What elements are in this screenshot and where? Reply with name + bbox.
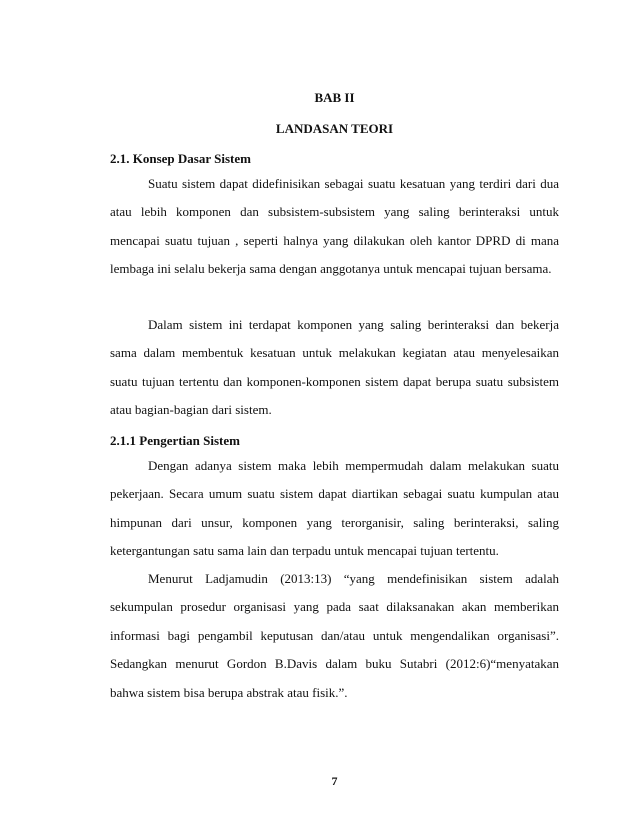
section-heading-konsep-dasar-sistem: 2.1. Konsep Dasar Sistem	[110, 151, 251, 166]
section-heading-pengertian-sistem: 2.1.1 Pengertian Sistem	[110, 433, 240, 448]
chapter-number: BAB II	[314, 90, 355, 105]
paragraph-definisi-sistem: Suatu sistem dapat didefinisikan sebagai suatu kesatuan yang terdiri dari dua atau lebih komponen dan subsistem-subsistem yang saling berinteraksi untuk mencapai suatu tujuan , seperti halnya yang dilakukan oleh kantor DPRD di mana lembaga ini selalu bekerja sama dengan anggotanya untuk mencapai tujuan bersama.	[110, 176, 559, 277]
paragraph-pengertian-sistem: Dengan adanya sistem maka lebih mempermudah dalam melakukan suatu pekerjaan. Secara umum suatu sistem dapat diartikan sebagai suatu kumpulan atau himpunan dari unsur, komponen yang terorganisir, saling berinteraksi, saling ketergantungan satu sama lain dan terpadu untuk mencapai tujuan tertentu.	[110, 458, 559, 559]
paragraph-menurut-ahli: Menurut Ladjamudin (2013:13) “yang mendefinisikan sistem adalah sekumpulan prosedur organisasi yang pada saat dilaksanakan akan memberikan informasi bagi pengambil keputusan dan/atau untuk mengendalikan organisasi”. Sedangkan menurut Gordon B.Davis dalam buku Sutabri (2012:6)“menyatakan bahwa sistem bisa berupa abstrak atau fisik.”.	[110, 571, 559, 700]
page-number: 7	[331, 774, 338, 788]
chapter-title: LANDASAN TEORI	[275, 121, 394, 136]
paragraph-komponen-sistem: Dalam sistem ini terdapat komponen yang saling berinteraksi dan bekerja sama dalam membentuk kesatuan untuk melakukan kegiatan atau menyelesaikan suatu tujuan tertentu dan komponen-komponen sistem dapat berupa suatu subsistem atau bagian-bagian dari sistem.	[110, 317, 559, 418]
